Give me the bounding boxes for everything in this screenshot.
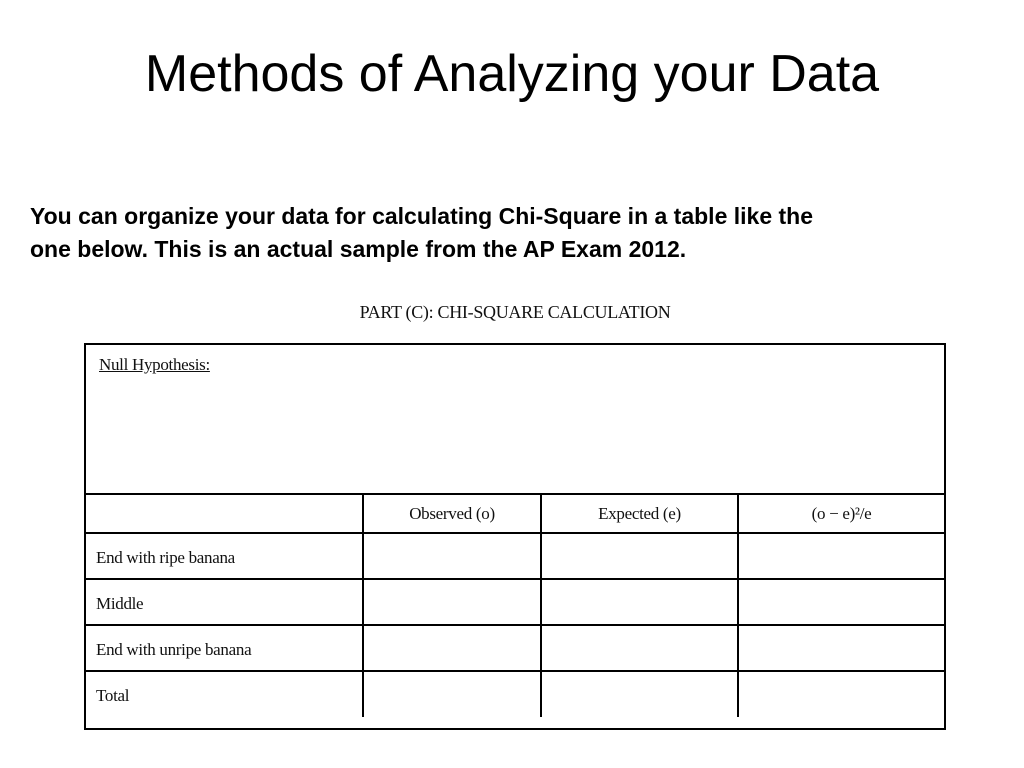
chi-square-worksheet <box>84 343 946 730</box>
expected-cell <box>541 625 738 671</box>
chi-term-cell <box>738 579 944 625</box>
slide-title: Methods of Analyzing your Data <box>144 45 880 103</box>
header-chi-term: (o − e)²/e <box>738 495 944 533</box>
row-label: End with ripe banana <box>86 533 363 579</box>
chi-term-cell <box>738 625 944 671</box>
observed-cell <box>363 671 541 717</box>
chi-term-cell <box>738 533 944 579</box>
row-label: Total <box>86 671 363 717</box>
row-label: Middle <box>86 579 363 625</box>
intro-line-1: You can organize your data for calculating Chi-Square in a table like the <box>30 203 814 229</box>
null-hypothesis-box <box>86 345 944 495</box>
observed-cell <box>363 579 541 625</box>
table-row <box>86 671 944 717</box>
intro-text <box>30 200 1010 266</box>
intro-line-2: one below. This is an actual sample from the AP Exam 2012. <box>30 236 687 262</box>
table-row <box>86 579 944 625</box>
expected-cell <box>541 671 738 717</box>
table-header-row <box>86 495 944 533</box>
worksheet-caption: PART (C): CHI-SQUARE CALCULATION <box>359 302 671 322</box>
expected-cell <box>541 533 738 579</box>
header-blank-cell <box>86 495 363 533</box>
header-observed: Observed (o) <box>363 495 541 533</box>
chi-term-cell <box>738 671 944 717</box>
observed-cell <box>363 625 541 671</box>
table-row <box>86 625 944 671</box>
header-expected: Expected (e) <box>541 495 738 533</box>
observed-cell <box>363 533 541 579</box>
expected-cell <box>541 579 738 625</box>
null-hypothesis-label: Null Hypothesis: <box>99 355 210 374</box>
row-label: End with unripe banana <box>86 625 363 671</box>
chi-square-table <box>86 495 944 717</box>
table-row <box>86 533 944 579</box>
